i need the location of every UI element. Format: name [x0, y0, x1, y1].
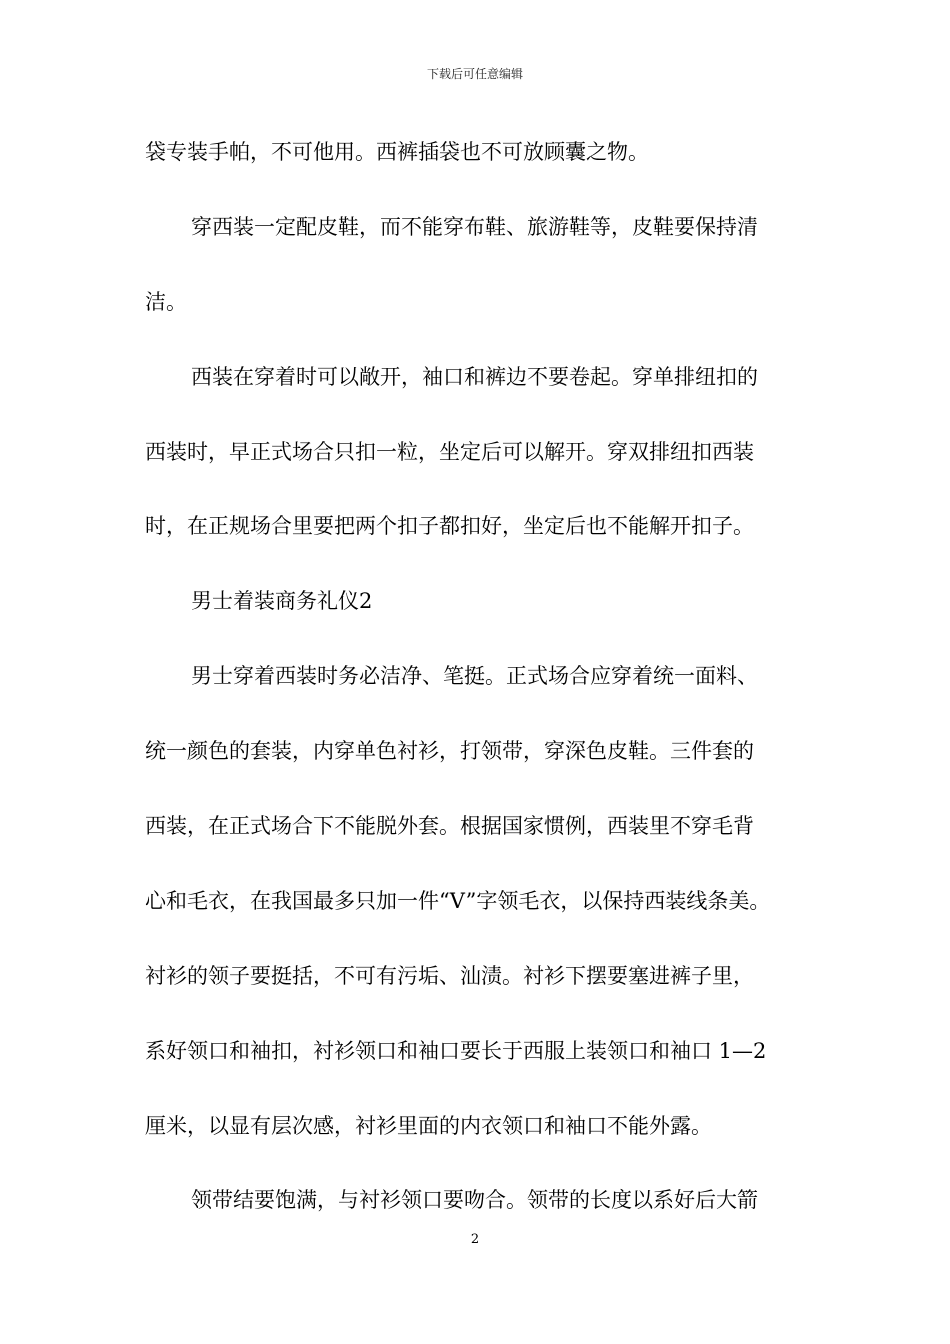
- text-line-1: 袋专装手帕，不可他用。西裤插袋也不可放顾囊之物。: [145, 140, 649, 164]
- text-line-4: 西装在穿着时可以敞开，袖口和裤边不要卷起。穿单排纽扣的: [191, 364, 758, 389]
- document-body: [145, 130, 825, 1253]
- text-line-9: 统一颜色的套装，内穿单色衬衫，打领带，穿深色皮鞋。三件套的: [145, 739, 754, 764]
- text-line-2: 穿西装一定配皮鞋，而不能穿布鞋、旅游鞋等，皮鞋要保持清: [191, 214, 758, 239]
- text-line-6: 时，在正规场合里要把两个扣子都扣好，坐定后也不能解开扣子。: [145, 514, 754, 539]
- text-line-15: 领带结要饱满，与衬衫领口要吻合。领带的长度以系好后大箭: [191, 1188, 758, 1213]
- text-line-10: 西装，在正式场合下不能脱外套。根据国家惯例，西装里不穿毛背: [145, 814, 754, 839]
- text-line-5: 西装时，早正式场合只扣一粒，坐定后可以解开。穿双排纽扣西装: [145, 439, 754, 464]
- text-line-8: 男士穿着西装时务必洁净、笔挺。正式场合应穿着统一面料、: [191, 664, 758, 689]
- page-header-note: 下载后可任意编辑: [426, 67, 523, 81]
- text-line-13: 系好领口和袖扣，衬衫领口和袖口要长于西服上装领口和袖口 1—2: [145, 1038, 767, 1063]
- page-number: 2: [470, 1232, 480, 1247]
- text-line-3: 洁。: [145, 289, 187, 314]
- text-line-11: 心和毛衣，在我国最多只加一件“V”字领毛衣，以保持西装线条美。: [145, 888, 771, 913]
- text-line-14: 厘米，以显有层次感，衬衫里面的内衣领口和袖口不能外露。: [145, 1113, 712, 1138]
- text-line-12: 衬衫的领子要挺括，不可有污垢、汕渍。衬衫下摆要塞进裤子里，: [145, 963, 754, 988]
- section-heading: 男士着装商务礼仪2: [191, 589, 373, 614]
